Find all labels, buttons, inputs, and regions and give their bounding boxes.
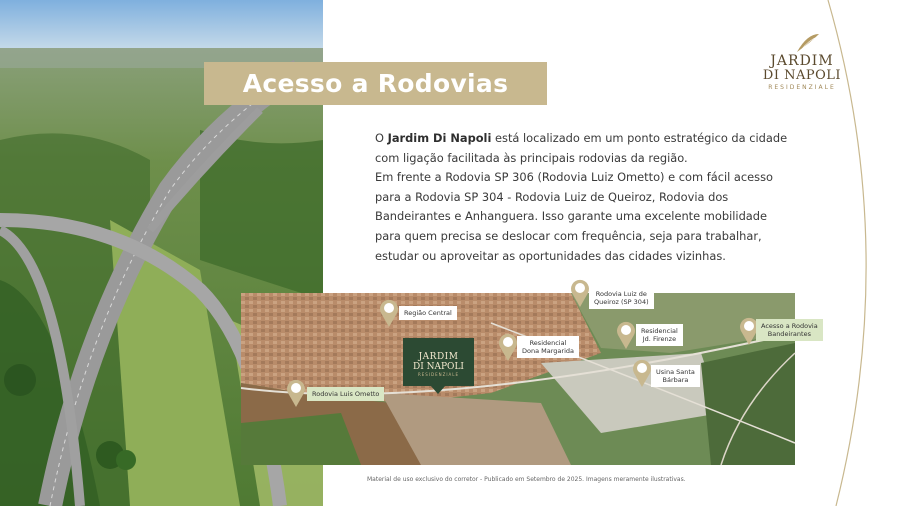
brand-line-1: JARDIM bbox=[770, 53, 834, 69]
label-usina-santa-barbara: Usina Santa Bárbara bbox=[651, 365, 700, 387]
page-title: Acesso a Rodovias bbox=[242, 69, 509, 98]
description-paragraph-1: O Jardim Di Napoli está localizado em um ponto estratégico da cidade com ligação facilitada às principais rodovias da região. bbox=[375, 131, 788, 165]
label-rodovia-queiroz: Rodovia Luiz de Queiroz (SP 304) bbox=[589, 287, 654, 309]
label-regiao-central: Região Central bbox=[399, 306, 457, 320]
brand-line-2: DI NAPOLI bbox=[762, 68, 842, 83]
brand-line-3: RESIDENZIALE bbox=[768, 84, 836, 91]
label-residencial-dona-margarida: Residencial Dona Margarida bbox=[517, 336, 579, 358]
leaf-icon bbox=[795, 32, 821, 54]
development-name: Jardim Di Napoli bbox=[387, 131, 492, 145]
title-banner bbox=[204, 62, 547, 105]
brand-logo bbox=[755, 32, 849, 98]
location-pin-icon bbox=[631, 357, 653, 387]
location-pin-icon bbox=[378, 297, 400, 327]
location-pin-icon bbox=[285, 377, 307, 407]
map-background bbox=[241, 293, 795, 465]
location-pin-icon bbox=[569, 277, 591, 307]
description-text bbox=[375, 129, 795, 266]
map-logo bbox=[403, 338, 474, 386]
description-paragraph-2: Em frente a Rodovia SP 306 (Rodovia Luiz Ometto) e com fácil acesso para a Rodovia SP 304 - Rodovia Luiz de Queiroz, Rodovia dos Bandeirantes e Anhanguera. Isso garante uma excelente mobilidade para quem precisa se deslocar com frequência, seja para trabalhar, estudar ou aproveitar as oportunidades das cidades vizinhas. bbox=[375, 170, 773, 263]
map-logo-line-1: JARDIM bbox=[418, 352, 459, 362]
map-logo-pointer bbox=[430, 385, 446, 394]
location-map bbox=[241, 290, 818, 465]
label-residencial-firenze: Residencial Jd. Firenze bbox=[636, 324, 683, 346]
location-pin-icon bbox=[615, 319, 637, 349]
label-rodovia-ometto: Rodovia Luis Ometto bbox=[307, 387, 384, 401]
map-logo-line-2: DI NAPOLI bbox=[413, 362, 464, 372]
map-logo-line-3: RESIDENZIALE bbox=[417, 372, 460, 377]
location-pin-icon bbox=[497, 331, 519, 361]
label-acesso-bandeirantes: Acesso a Rodovia Bandeirantes bbox=[756, 319, 823, 341]
footnote: Material de uso exclusivo do corretor - Publicado em Setembro de 2025. Imagens meramente ilustrativas. bbox=[367, 476, 686, 483]
